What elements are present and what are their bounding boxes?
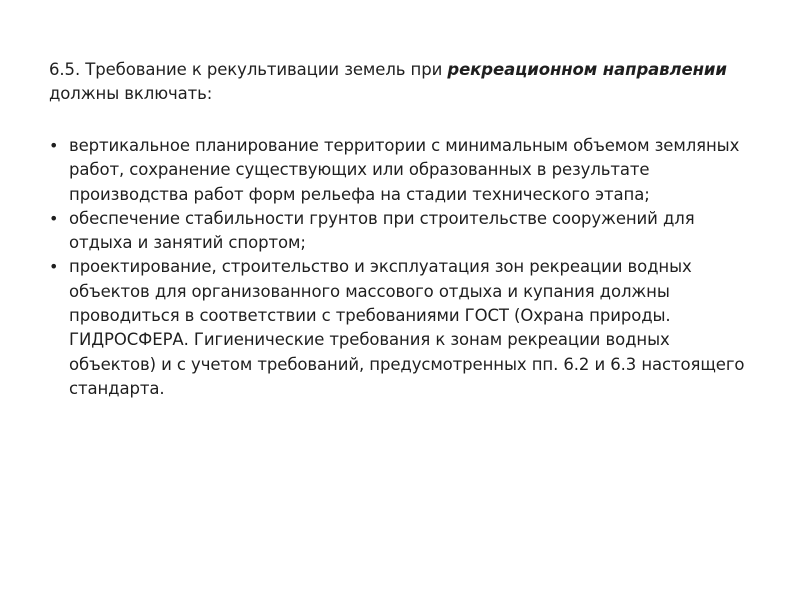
heading-tail: должны включать: [49, 84, 213, 103]
list-item-text: проектирование, строительство и эксплуатация зон рекреации водных объектов для организованного массового отдыха и купания должны проводиться в соответствии с требованиями ГОСТ (Охрана природы. ГИДРОСФЕРА. Гигиенические требования к зонам рекреации водных объектов) и с учетом требований, предусмотренных пп. 6.2 и 6.3 настоящего стандарта. [69, 257, 745, 398]
list-item [49, 255, 749, 401]
heading-lead: Требование к рекультивации земель при [85, 60, 448, 79]
bullet-icon: • [49, 257, 59, 277]
list-item [49, 134, 749, 207]
section-number: 6.5. [49, 60, 81, 79]
list-item [49, 207, 749, 256]
heading-emphasis: рекреационном направлении [447, 60, 727, 79]
list-item-text: обеспечение стабильности грунтов при строительстве сооружений для отдыха и занятий спортом; [69, 208, 695, 253]
list-item-text: вертикальное планирование территории с минимальным объемом земляных работ, сохранение существующих или образованных в результате производства работ форм рельефа на стадии технического этапа; [69, 136, 740, 204]
requirements-list [49, 134, 749, 401]
section-heading [49, 58, 769, 106]
bullet-icon: • [49, 208, 59, 228]
bullet-icon: • [49, 136, 59, 155]
